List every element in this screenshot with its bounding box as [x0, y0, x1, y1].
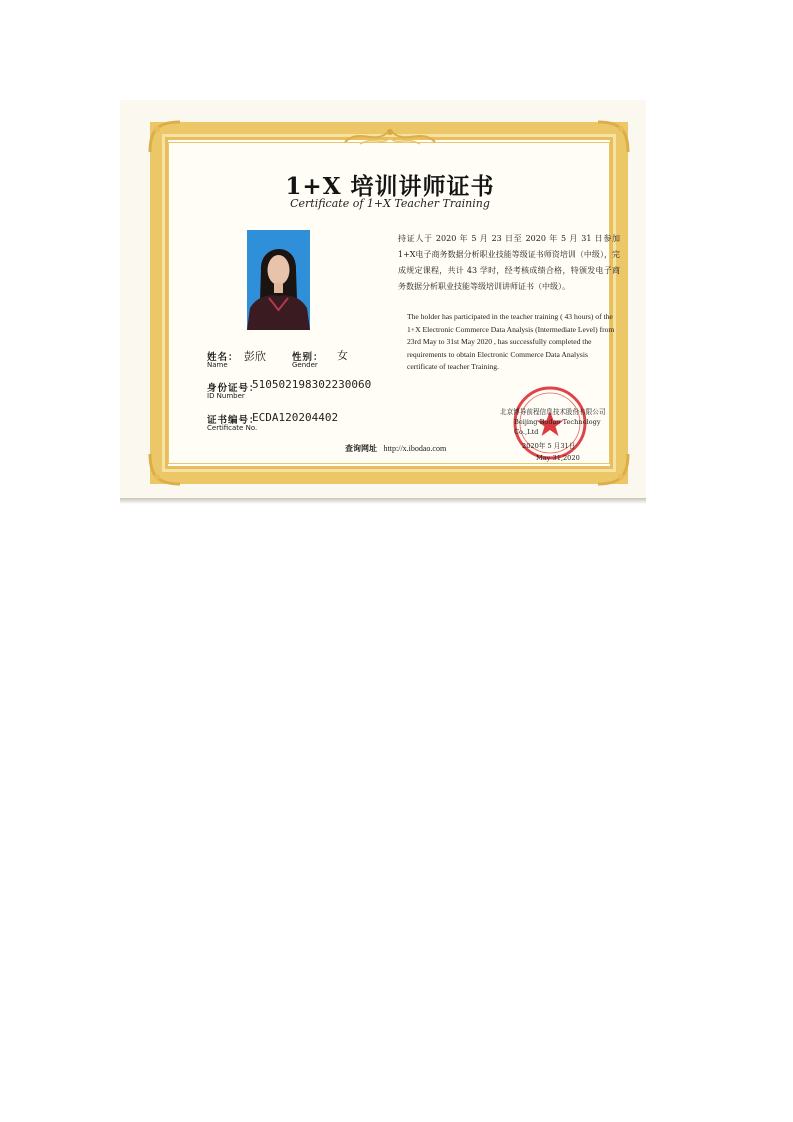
query-label: 查询网址 — [345, 443, 377, 453]
corner-ornament-icon — [596, 120, 630, 154]
query-url: http://x.ibodao.com — [383, 444, 447, 453]
id-label-en: ID Number — [207, 392, 245, 400]
issue-date-cn: 2020年 5 月31日 — [522, 442, 576, 450]
issuer-name-en: Beijing Bodao Technology Co.,Ltd — [514, 418, 601, 436]
certificate-text-en: The holder has participated in the teacher training ( 43 hours) of the 1+X Electronic Commerce Data Analysis (Intermediate Level) from 23rd May to 31st May 2020 , has successfully completed the requirements to obtain Electronic Commerce Data Analysis certificate of teacher Training. — [407, 312, 615, 372]
certificate-title: 1+X 培训讲师证书 — [285, 173, 495, 200]
scan-edge — [120, 498, 646, 504]
id-label: 身份证号： — [207, 383, 260, 394]
corner-ornament-icon — [148, 120, 182, 154]
issuer-name-cn: 北京博导前程信息技术股份有限公司 — [500, 408, 606, 416]
gender-label-en: Gender — [292, 361, 318, 369]
gender-label: 性别： — [292, 352, 324, 363]
holder-name: 彭欣 — [244, 350, 266, 363]
issue-date-en: May 31,2020 — [536, 454, 580, 462]
cert-no-label-en: Certificate No. — [207, 424, 258, 432]
top-ornament-icon — [340, 122, 440, 152]
id-number: 510502198302230060 — [252, 378, 372, 391]
corner-ornament-icon — [148, 452, 182, 486]
certificate-text-cn: 持证人于 2020 年 5 月 23 日至 2020 年 5 月 31 日参加1+X电子商务数据分析职业技能等级证书师资培训（中级），完成规定课程，共计 43 学时，经考核成绩合格，特颁发电子商务数据分析职业技能等级培训讲师证书（中级）。 — [398, 234, 620, 291]
holder-gender: 女 — [337, 349, 348, 362]
query-footer — [345, 443, 446, 454]
name-label: 姓名： — [207, 352, 239, 363]
name-label-en: Name — [207, 361, 228, 369]
issuer-block — [500, 407, 620, 463]
certificate-number: ECDA120204402 — [252, 411, 339, 424]
certificate-subtitle: Certificate of 1+X Teacher Training — [290, 197, 490, 210]
holder-photo — [247, 230, 310, 330]
cert-no-label: 证书编号： — [207, 415, 260, 426]
